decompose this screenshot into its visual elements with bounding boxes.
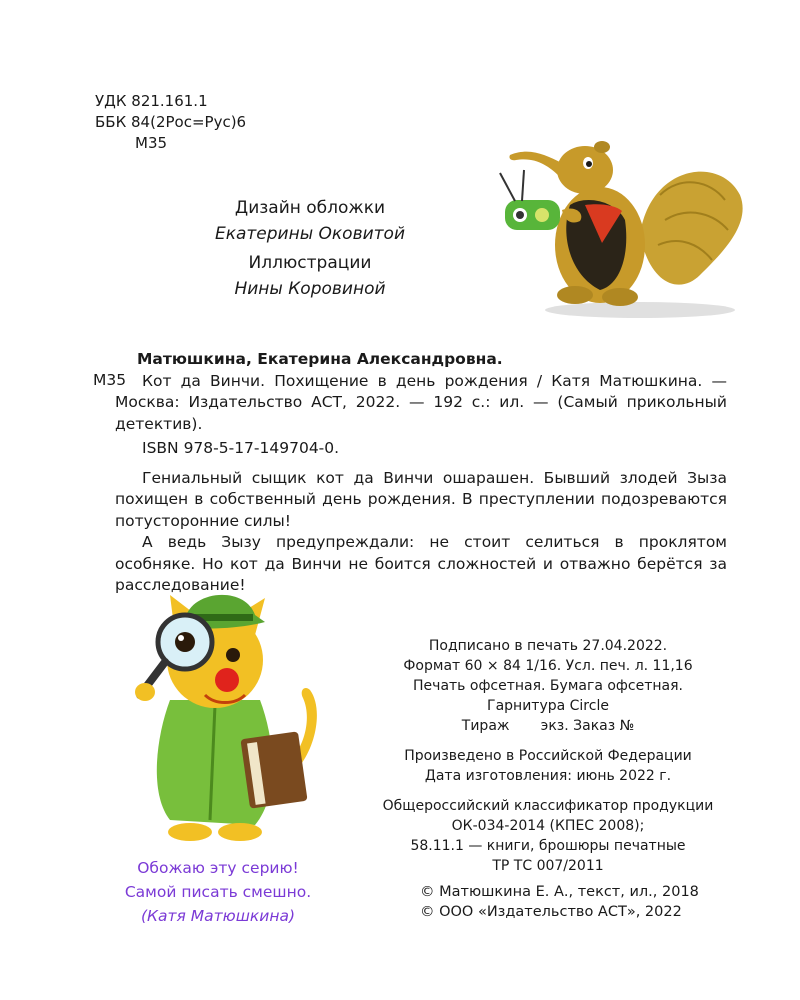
manufacture-date: Дата изготовления: июнь 2022 г. [424, 768, 672, 784]
format: Формат 60 × 84 1/16. Усл. печ. л. 11,16 [403, 658, 693, 674]
book-description: Кот да Винчи. Похищение в день рождения / Катя Матюшкина. — Москва: Издательство АСТ, 2022. — 192 с.: ил. — (Самый прикольный детектив). [115, 371, 727, 433]
classification-codes [95, 91, 246, 154]
annotation-paragraph-2: А ведь Зызу предупреждали: не стоит селиться в проклятом особняке. Но кот да Винчи не боится сложностей и отважно берётся за расследование! [115, 533, 727, 594]
anteater-illustration [490, 125, 750, 320]
okpd-code: ОК-034-2014 (КПЕС 2008); [451, 818, 645, 834]
author-heading: Матюшкина, Екатерина Александровна. [137, 350, 503, 368]
author-sign: М35 [135, 134, 168, 152]
quote-line-2: Самой писать смешно. [124, 883, 312, 901]
cover-designer: Екатерины Оковитой [214, 224, 406, 244]
imprint [368, 636, 728, 876]
detective-cat-illustration [115, 580, 340, 850]
illustrator: Нины Коровиной [234, 279, 386, 299]
illustrations-label: Иллюстрации [248, 253, 372, 273]
udk-code: УДК 821.161.1 [95, 92, 208, 110]
copyright [420, 882, 699, 922]
bib-author-sign: М35 [93, 371, 127, 389]
quote-line-1: Обожаю эту серию! [137, 859, 299, 877]
quote-signature: (Катя Матюшкина) [140, 907, 296, 925]
print-run: Тираж экз. Заказ № [461, 718, 635, 734]
typeface: Гарнитура Circle [487, 698, 609, 714]
copyright-text: © Матюшкина Е. А., текст, ил., 2018 [420, 884, 699, 900]
cover-design-label: Дизайн обложки [234, 198, 386, 218]
isbn: ISBN 978-5-17-149704-0. [142, 439, 340, 457]
credits [180, 195, 440, 302]
produced-in: Произведено в Российской Федерации [404, 748, 692, 764]
signed-for-print: Подписано в печать 27.04.2022. [428, 638, 668, 654]
bbk-code: ББК 84(2Рос=Рус)6 [95, 113, 247, 131]
tech-regulation: ТР ТС 007/2011 [492, 858, 604, 874]
bibliographic-record [115, 349, 727, 597]
author-quote [98, 856, 338, 928]
printing-type: Печать офсетная. Бумага офсетная. [413, 678, 683, 694]
copyright-publisher: © ООО «Издательство АСТ», 2022 [420, 904, 682, 920]
product-classifier: Общероссийский классификатор продукции [382, 798, 714, 814]
annotation-paragraph-1: Гениальный сыщик кот да Винчи ошарашен. Бывший злодей Зыза похищен в собственный день рождения. В преступлении подозреваются потусторонние силы! [115, 468, 727, 530]
product-code: 58.11.1 — книги, брошюры печатные [410, 838, 686, 854]
